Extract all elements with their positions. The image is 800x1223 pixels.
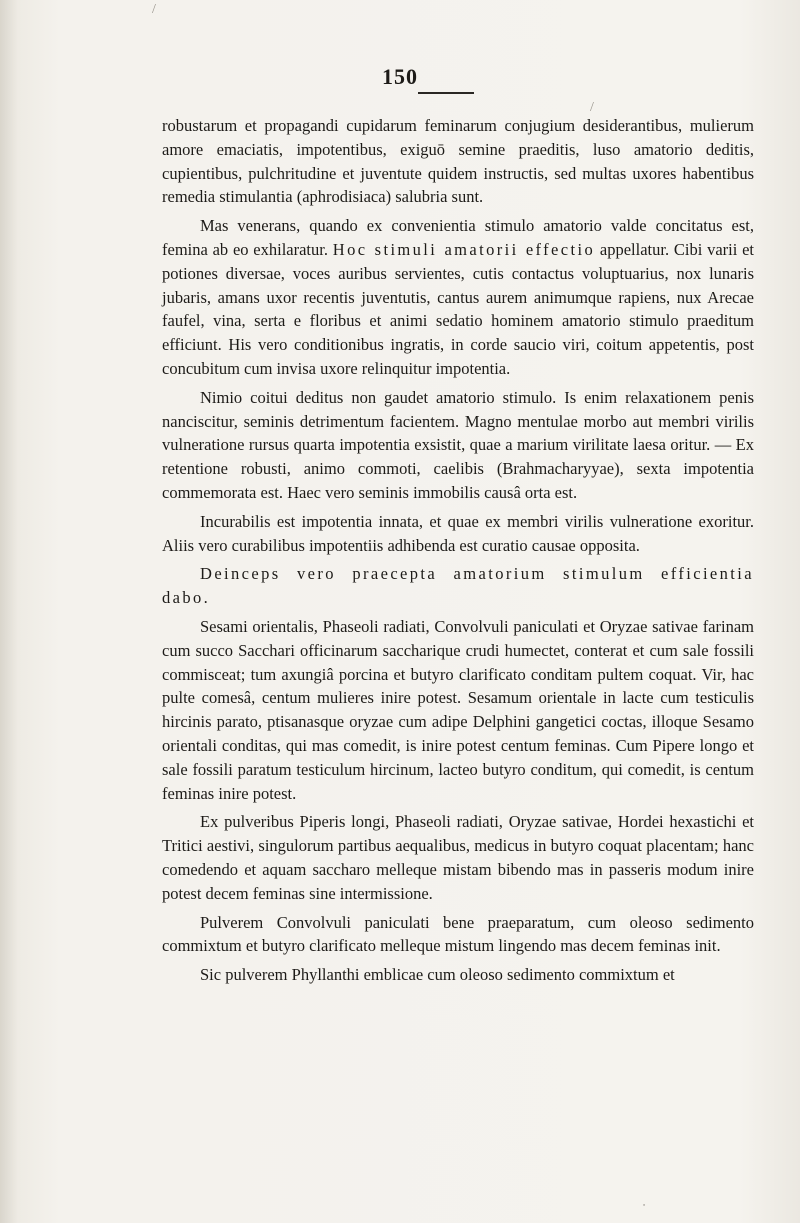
paragraph: Ex pulveribus Piperis longi, Phaseoli radiati, Oryzae sativae, Hordei hexastichi et Tritici aestivi, singulorum partibus aequalibus, medicus in butyro coquat placentam; hanc comedendo et aquam saccharo melleque mistam bibendo mas in passeris modum inire potest decem feminas sine intermissione. <box>162 812 754 903</box>
body-text <box>162 114 754 992</box>
spaced-phrase: Hoc stimuli amatorii effectio <box>332 239 596 259</box>
paragraph: Nimio coitui deditus non gaudet amatorio stimulo. Is enim relaxationem penis nanciscitur, seminis detrimentum facientem. Magno mentulae morbo aut membri virilis vulneratione rursus quarta impotentia exsistit, quae a marium virilitate laesa oritur. — Ex retentione robusti, animo commoti, caelibis (Brahmacharyyae), sexta impotentia commemorata est. Haec vero seminis immobilis causâ orta est. <box>162 387 754 502</box>
paragraph: Sic pulverem Phyllanthi emblicae cum oleoso sedimento commixtum et <box>200 965 675 985</box>
paragraph: Incurabilis est impotentia innata, et quae ex membri virilis vulneratione exoritur. Aliis vero curabilibus impotentiis adhibenda est curatio causae opposita. <box>162 511 754 555</box>
spaced-paragraph: Deinceps vero praecepta amatorium stimulum efficientia dabo. <box>162 564 754 608</box>
scan-mark: ᐧ <box>642 1199 646 1214</box>
paragraph <box>162 214 754 381</box>
page-number: 150 <box>382 64 418 89</box>
scan-mark: / <box>590 100 594 115</box>
page-number-rule <box>418 92 474 94</box>
paragraph: robustarum et propagandi cupidarum feminarum conjugium desiderantibus, mulierum amore emaciatis, impotentibus, exiguō semine praeditis, luso amatorio deditis, cupientibus, pulchritudine et juventute quidem instructis, sed multas uxores habentibus remedia stimulantia (aphrodisiaca) salubria sunt. <box>162 116 754 207</box>
paragraph-text: appellatur. <box>599 239 670 259</box>
scan-mark: / <box>152 2 156 17</box>
paragraph-text: Mas venerans, quando ex convenientia stimulo amatorio valde concitatus est, femina ab eo exhilaratur. <box>162 216 754 259</box>
paragraph: Pulverem Convolvuli paniculati bene praeparatum, cum oleoso sedimento commixtum et butyro clarificato melleque mistum lingendo mas decem feminas init. <box>162 912 754 956</box>
paragraph-text: Cibi varii et potiones diversae, voces auribus servientes, cutis contactus voluptuarius, nox lunaris jubaris, amans uxor recentis juventutis, cantus aurem animumque rapiens, nux Arecae faufel, vina, serta e floribus et animi sedatio hominem amatorio stimulo praeditum efficiunt. His vero conditionibus ingratis, in corde saucio viri, coitum appetentis, post concubitum cum invisa uxore relinquitur impotentia. <box>162 239 754 378</box>
paragraph: Sesami orientalis, Phaseoli radiati, Convolvuli paniculati et Oryzae sativae farinam cum succo Sacchari officinarum saccharique crudi humectet, conterat et cum sale fossili commisceat; tum axungiâ porcina et butyro clarificato conditam pultem coquat. Vir, hac pulte comesâ, centum mulieres inire potest. Sesamum orientale in lacte cum testiculis hircinis parato, ptisanasque oryzae cum adipe Delphini gangetici coctas, illoque Sesamo orientali conditas, qui mas comedit, is inire potest centum feminas. Cum Pipere longo et sale fossili paratum testiculum hircinum, lacteo butyro conditum, qui comedit, is centum feminas inire potest. <box>162 616 754 803</box>
